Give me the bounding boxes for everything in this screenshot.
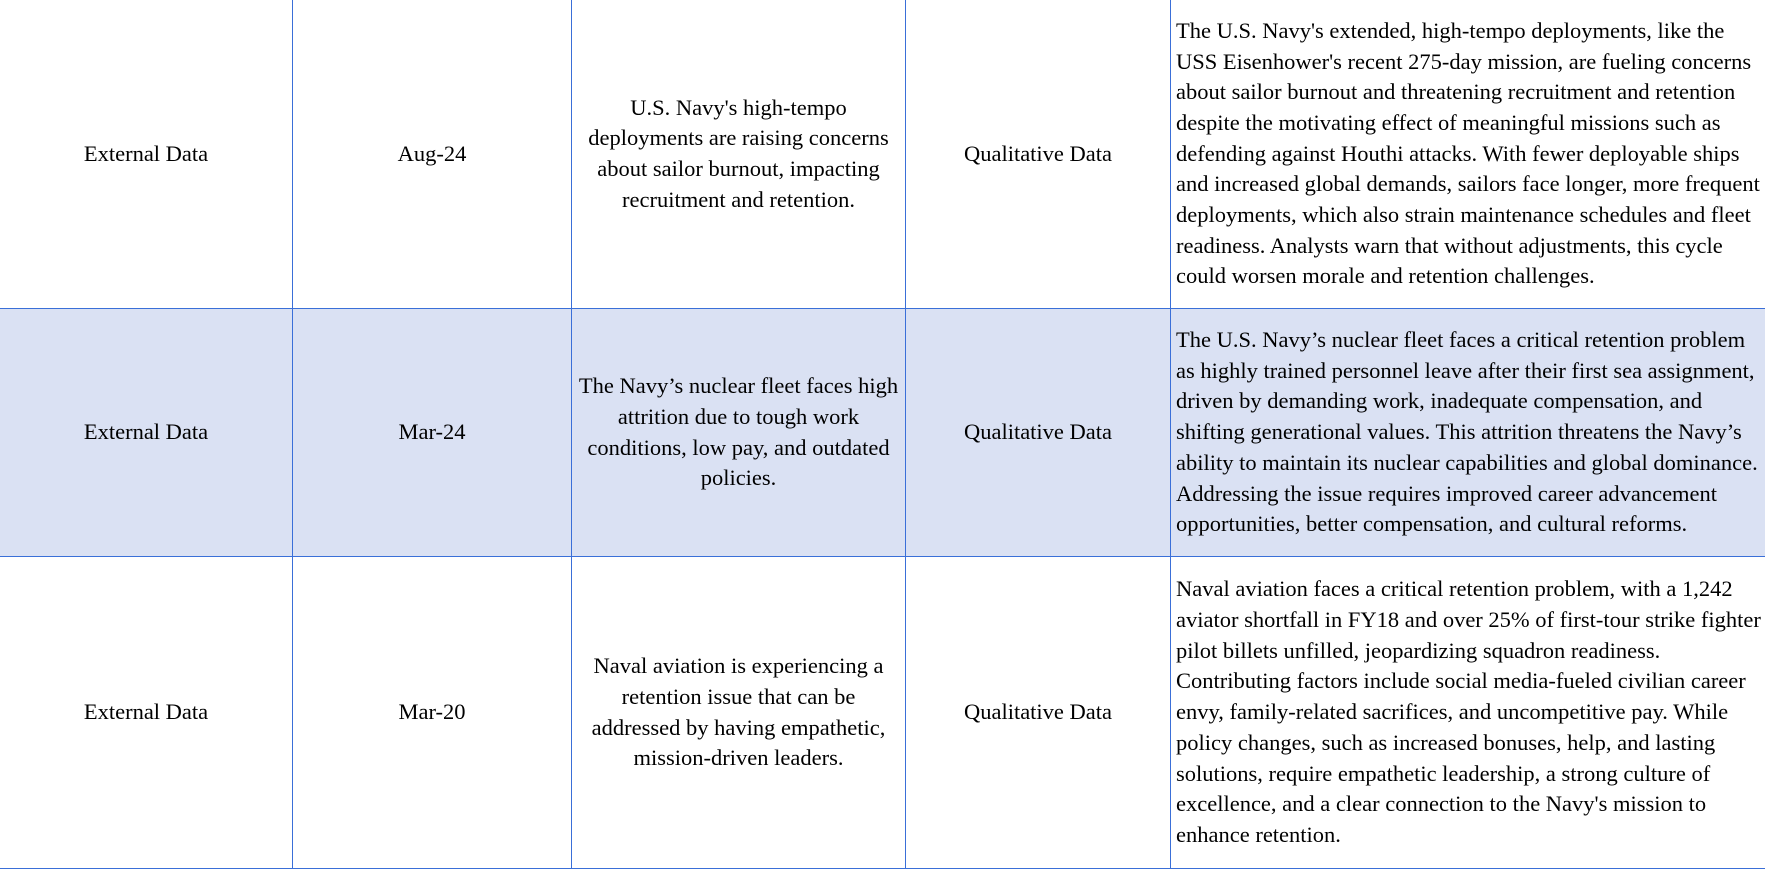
summary-cell: Naval aviation is experiencing a retention issue that can be addressed by having empathetic, mission-driven leaders. <box>572 557 906 869</box>
date-cell: Mar-24 <box>293 309 572 557</box>
table-row <box>0 0 1765 309</box>
table-row <box>0 309 1765 557</box>
type-cell: Qualitative Data <box>906 557 1171 869</box>
summary-cell: The Navy’s nuclear fleet faces high attrition due to tough work conditions, low pay, and outdated policies. <box>572 309 906 557</box>
detail-cell: Naval aviation faces a critical retention problem, with a 1,242 aviator shortfall in FY18 and over 25% of first-tour strike fighter pilot billets unfilled, jeopardizing squadron readiness. Contributing factors include social media-fueled civilian career envy, family-related sacrifices, and uncompetitive pay. While policy changes, such as increased bonuses, help, and lasting solutions, require empathetic leadership, a strong culture of excellence, and a clear connection to the Navy's mission to enhance retention. <box>1171 557 1765 869</box>
type-cell: Qualitative Data <box>906 0 1171 309</box>
detail-cell: The U.S. Navy’s nuclear fleet faces a critical retention problem as highly trained personnel leave after their first sea assignment, driven by demanding work, inadequate compensation, and shifting generational values. This attrition threatens the Navy’s ability to maintain its nuclear capabilities and global dominance. Addressing the issue requires improved career advancement opportunities, better compensation, and cultural reforms. <box>1171 309 1765 557</box>
date-cell: Mar-20 <box>293 557 572 869</box>
detail-cell: The U.S. Navy's extended, high-tempo deployments, like the USS Eisenhower's recent 275-day mission, are fueling concerns about sailor burnout and threatening recruitment and retention despite the motivating effect of meaningful missions such as defending against Houthi attacks. With fewer deployable ships and increased global demands, sailors face longer, more frequent deployments, which also strain maintenance schedules and fleet readiness. Analysts warn that without adjustments, this cycle could worsen morale and retention challenges. <box>1171 0 1765 309</box>
source-cell: External Data <box>0 0 293 309</box>
date-cell: Aug-24 <box>293 0 572 309</box>
source-cell: External Data <box>0 309 293 557</box>
source-cell: External Data <box>0 557 293 869</box>
summary-cell: U.S. Navy's high-tempo deployments are raising concerns about sailor burnout, impacting recruitment and retention. <box>572 0 906 309</box>
type-cell: Qualitative Data <box>906 309 1171 557</box>
table-row <box>0 557 1765 869</box>
